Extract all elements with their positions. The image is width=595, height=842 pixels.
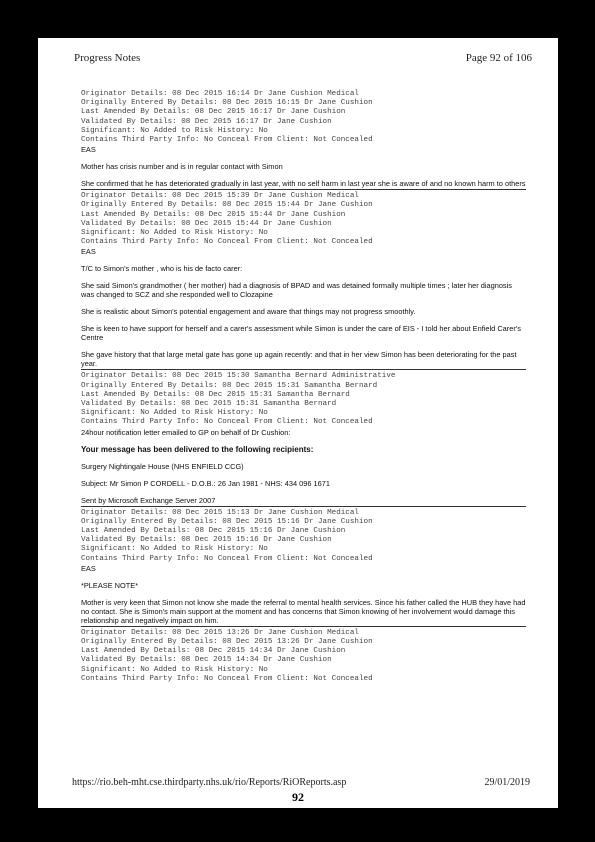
note-entry xyxy=(81,629,526,684)
document-page xyxy=(38,38,558,808)
entry-paragraph: Subject: Mr Simon P CORDELL - D.O.B.: 26 Jan 1981 - NHS: 434 096 1671 xyxy=(81,478,330,488)
entry-tag: 24hour notification letter emailed to GP on behalf of Dr Cushion: xyxy=(81,427,291,437)
entry-paragraph: Mother is very keen that Simon not know she made the referral to mental health services. Since his father called the HUB they have had no contact. She is Simon's main support at the moment and has concerns that Simon knowing of her involvement would damage this relationship and negatively impact on him. xyxy=(81,597,526,625)
note-entry xyxy=(81,372,526,506)
header-title: Progress Notes xyxy=(74,52,141,64)
delivery-heading: Your message has been delivered to the following recipients: xyxy=(81,444,314,454)
entry-paragraph: Sent by Microsoft Exchange Server 2007 xyxy=(81,496,526,507)
footer-url: https://rio.beh-mht.cse.thirdparty.nhs.uk/rio/Reports/RiOReports.asp xyxy=(72,777,347,788)
note-entry xyxy=(81,192,526,370)
entry-tag: EAS xyxy=(81,563,96,573)
note-entry xyxy=(81,509,526,627)
entry-paragraph: She is keen to have support for herself and a carer's assessment while Simon is under the care of EIS - I told her about Enfield Carer's Centre xyxy=(81,324,521,343)
entry-tag: EAS xyxy=(81,145,96,155)
note-entry xyxy=(81,90,526,190)
entry-meta: Originator Details: 08 Dec 2015 16:14 Dr Jane Cushion Medical Originally Entered By Details: 08 Dec 2015 16:15 Dr Jane Cushion Last Amended By Details: 08 Dec 2015 16:17 Dr Jane Cushion Validated By Details: 08 Dec 2015 16:17 Dr Jane Cushion Significant: No Added to Risk History: No Contains Third Party Info: No Conceal From Client: Not Concealed xyxy=(81,90,373,145)
entry-meta: Originator Details: 08 Dec 2015 15:13 Dr Jane Cushion Medical Originally Entered By Details: 08 Dec 2015 15:16 Dr Jane Cushion Last Amended By Details: 08 Dec 2015 15:16 Dr Jane Cushion Validated By Details: 08 Dec 2015 15:16 Dr Jane Cushion Significant: No Added to Risk History: No Contains Third Party Info: No Conceal From Client: Not Concealed xyxy=(81,508,373,563)
entry-tag: EAS xyxy=(81,247,96,257)
entry-paragraph: She is realistic about Simon's potential engagement and aware that things may not progress smoothly. xyxy=(81,307,416,317)
entry-paragraph: She said Simon's grandmother ( her mother) had a diagnosis of BPAD and was detained formally multiple times ; later her diagnosis was changed to SCZ and she responded well to Clozapine xyxy=(81,281,512,300)
entry-meta: Originator Details: 08 Dec 2015 15:30 Samantha Bernard Administrative Originally Entered By Details: 08 Dec 2015 15:31 Samantha Bernard Last Amended By Details: 08 Dec 2015 15:31 Samantha Bernard Validated By Details: 08 Dec 2015 15:31 Samantha Bernard Significant: No Added to Risk History: No Contains Third Party Info: No Conceal From Client: Not Concealed xyxy=(81,372,396,427)
entry-paragraph: Surgery Nightingale House (NHS ENFIELD CCG) xyxy=(81,461,244,471)
header-page-count: Page 92 of 106 xyxy=(465,52,532,64)
entry-paragraph: T/C to Simon's mother , who is his de facto carer: xyxy=(81,264,243,274)
entry-paragraph: She gave history that that large metal gate has gone up again recently: and that in her view Simon has been deteriorating for the past year. xyxy=(81,350,526,370)
footer-date: 29/01/2019 xyxy=(484,777,530,788)
entry-paragraph: *PLEASE NOTE* xyxy=(81,580,139,590)
entry-paragraph: Mother has crisis number and is in regular contact with Simon xyxy=(81,162,283,172)
entry-paragraph: She confirmed that he has deteriorated gradually in last year, with no self harm in last year she is aware of and no known harm to others xyxy=(81,179,526,189)
page-number: 92 xyxy=(292,790,304,804)
entry-meta: Originator Details: 08 Dec 2015 15:39 Dr Jane Cushion Medical Originally Entered By Details: 08 Dec 2015 15:44 Dr Jane Cushion Last Amended By Details: 08 Dec 2015 15:44 Dr Jane Cushion Validated By Details: 08 Dec 2015 15:44 Dr Jane Cushion Significant: No Added to Risk History: No Contains Third Party Info: No Conceal From Client: Not Concealed xyxy=(81,192,373,247)
entry-meta: Originator Details: 08 Dec 2015 13:26 Dr Jane Cushion Medical Originally Entered By Details: 08 Dec 2015 13:26 Dr Jane Cushion Last Amended By Details: 08 Dec 2015 14:34 Dr Jane Cushion Validated By Details: 08 Dec 2015 14:34 Dr Jane Cushion Significant: No Added to Risk History: No Contains Third Party Info: No Conceal From Client: Not Concealed xyxy=(81,628,373,683)
notes-content xyxy=(81,90,526,684)
